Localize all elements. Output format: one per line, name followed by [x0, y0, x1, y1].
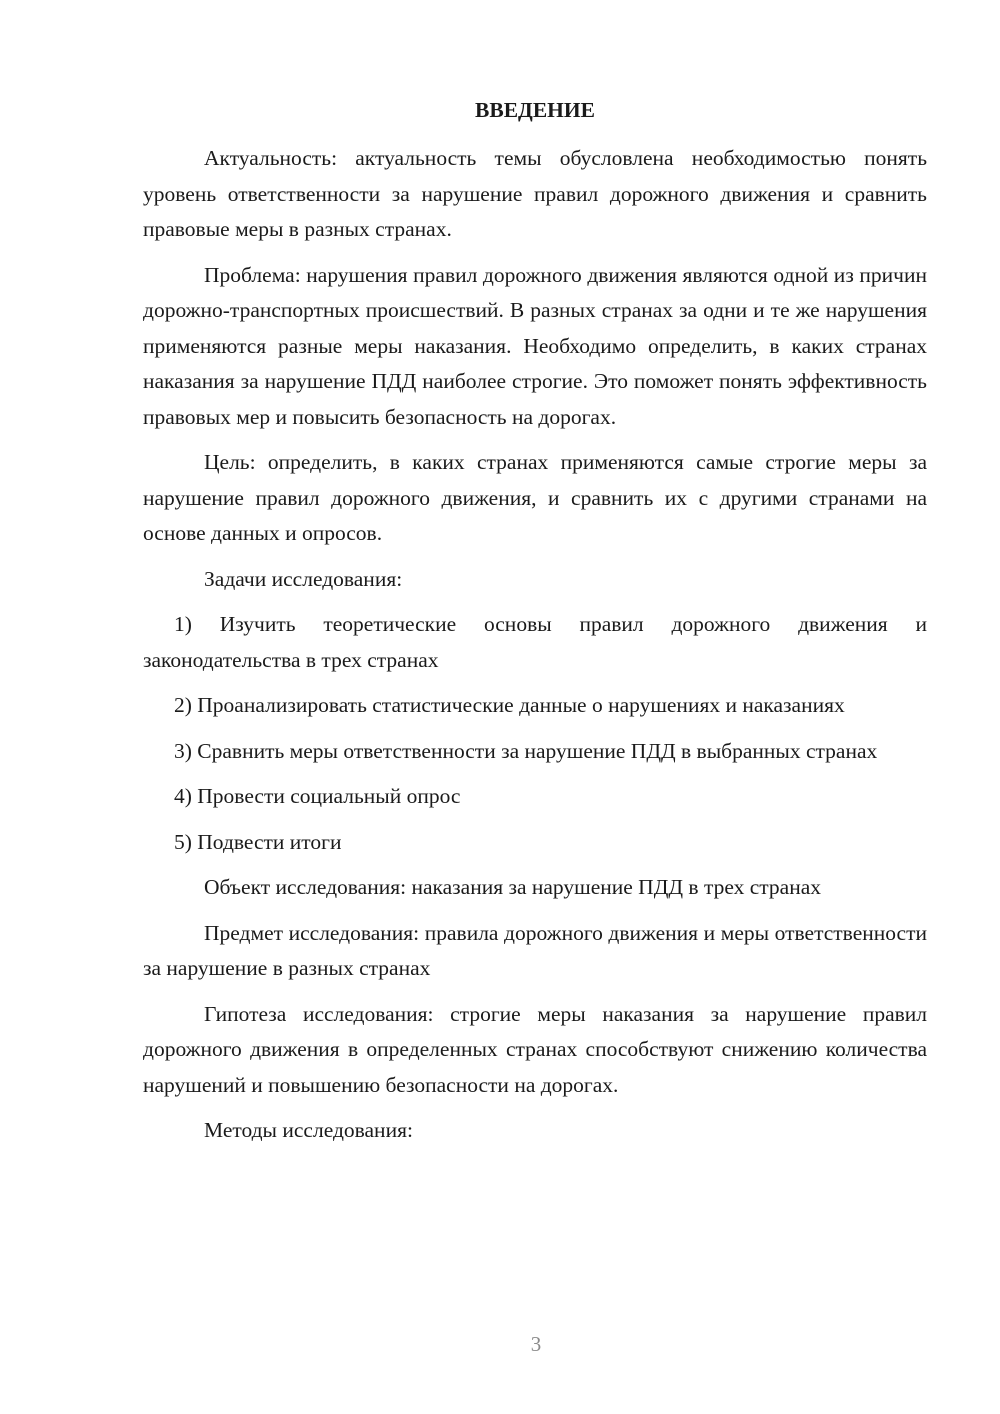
hypothesis-paragraph: Гипотеза исследования: строгие меры наказания за нарушение правил дорожного движения в определенных странах способствуют снижению количества нарушений и повышению безопасности на дорогах.	[143, 1001, 927, 1097]
subject-paragraph: Предмет исследования: правила дорожного движения и меры ответственности за нарушение в разных странах	[143, 920, 927, 980]
page-content	[143, 93, 927, 1159]
goal-paragraph: Цель: определить, в каких странах применяются самые строгие меры за нарушение правил дорожного движения, и сравнить их с другими странами на основе данных и опросов.	[143, 450, 927, 545]
page-number: 3	[530, 1332, 542, 1356]
problem-paragraph: Проблема: нарушения правил дорожного движения являются одной из причин дорожно-транспортных происшествий. В разных странах за одни и те же нарушения применяются разные меры наказания. Необходимо определить, в каких странах наказания за нарушение ПДД наиболее строгие. Это поможет понять эффективность правовых мер и повысить безопасность на дорогах.	[143, 262, 927, 429]
task-item-4: 4) Провести социальный опрос	[174, 784, 461, 808]
tasks-heading: Задачи исследования:	[204, 566, 403, 591]
task-item-5: 5) Подвести итоги	[174, 829, 342, 854]
page-title: ВВЕДЕНИЕ	[475, 98, 595, 122]
task-item-1: 1) Изучить теоретические основы правил дорожного движения и законодательства в трех странах	[143, 612, 927, 672]
relevance-paragraph: Актуальность: актуальность темы обусловлена необходимостью понять уровень ответственности за нарушение правил дорожного движения и сравнить правовые меры в разных странах.	[143, 146, 927, 241]
task-item-2: 2) Проанализировать статистические данные о нарушениях и наказаниях	[174, 693, 845, 717]
object-paragraph: Объект исследования: наказания за нарушение ПДД в трех странах	[204, 875, 822, 899]
task-item-3: 3) Сравнить меры ответственности за нарушение ПДД в выбранных странах	[174, 738, 878, 763]
methods-heading: Методы исследования:	[204, 1118, 413, 1142]
